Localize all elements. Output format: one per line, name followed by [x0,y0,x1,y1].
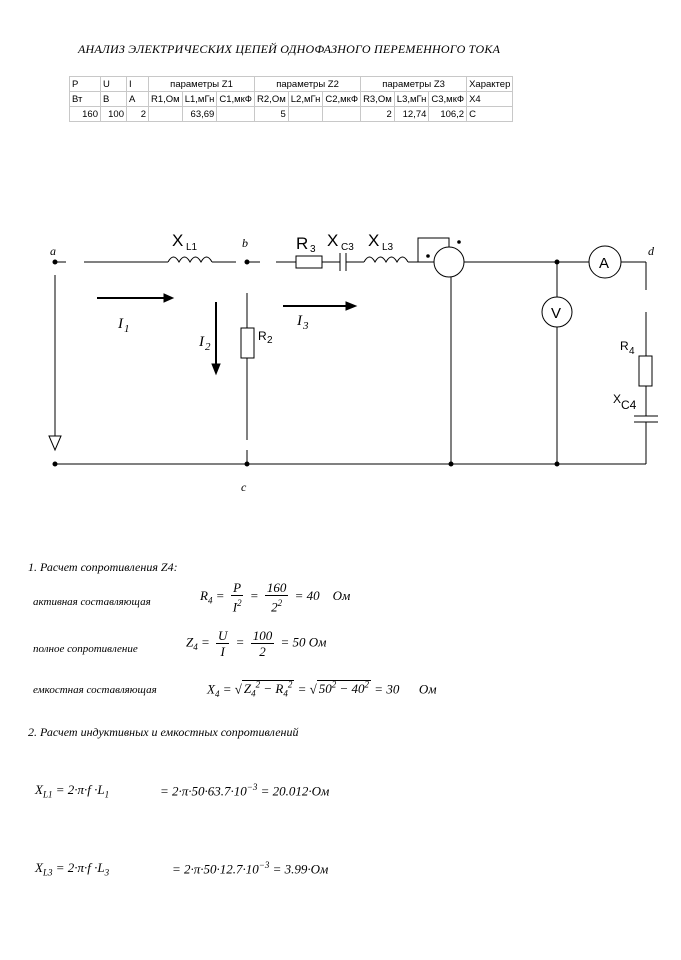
formula-symbol: X [35,860,43,875]
table-header-row-2 [70,92,513,107]
resistor-r2 [241,328,254,358]
numerator: 100 [252,628,273,643]
value-cell: 160 [70,107,101,122]
i2-label: I [199,334,204,350]
r2-label: R [258,329,267,343]
inductor-xl3 [364,257,408,262]
node-dot [555,462,559,466]
node-dot [53,462,57,466]
fraction [251,628,275,659]
document-title: АНАЛИЗ ЭЛЕКТРИЧЕСКИХ ЦЕПЕЙ ОДНОФАЗНОГО ПЕРЕМЕННОГО ТОКА [78,42,501,56]
header-cell: I [127,77,149,92]
r-sub: 4 [283,688,288,699]
formula-expression: = 2·π·f ·L [55,782,105,797]
formula-result: = 30 [374,681,400,697]
unit-cell: C2,мкФ [323,92,361,107]
numeric-a: 50 [318,681,332,697]
radicand: $Z_4^2 - R_4^2$ [243,680,293,699]
formula-result: = 40 [294,588,320,604]
node-a-dot [53,260,57,264]
header-cell: параметры Z1 [149,77,255,92]
radicand-numeric: $50^2 - 40^2$ [318,680,370,697]
formula-unit: Ом [418,681,437,697]
formula-sub: L3 [42,867,53,878]
unit-cell: C3,мкФ [429,92,467,107]
resistor-r3 [296,256,322,268]
den-sup: 2 [237,598,242,608]
value-cell: 63,69 [182,107,217,122]
r4-sub: 4 [629,346,635,357]
z-symbol: Z [243,681,252,697]
value-cell [149,107,183,122]
value-cell: 106,2 [429,107,467,122]
r3-sub: 3 [310,244,316,255]
voltmeter-label: V [551,305,562,322]
xl3-label: X [368,231,380,250]
unit-cell: L2,мГн [288,92,323,107]
xc4-sub: C4 [621,398,637,412]
fraction [216,628,229,659]
current-arrowhead-i1 [164,294,173,302]
r3-label: R [296,234,309,253]
node-a-label: a [50,244,56,258]
formula-sub: 4 [214,688,220,699]
z-sub: 4 [251,688,256,699]
unit-cell: L3,мГн [394,92,429,107]
formula-unit: Ом [332,588,351,604]
wattmeter-marker [427,255,430,258]
header-cell: параметры Z2 [255,77,361,92]
formula-result: = 50 Ом [280,634,327,650]
formula-symbol: X [35,782,43,797]
denominator [269,596,284,614]
unit-cell: R2,Ом [255,92,289,107]
formula-symbol: Z [186,634,194,650]
value-cell [323,107,361,122]
i2-sub: 2 [205,341,211,353]
xl1-calculation [160,782,329,799]
unit-cell: L1,мГн [182,92,217,107]
calc-expression: = 2·π·50·63.7·10 [160,783,247,799]
node-b-label: b [242,236,248,250]
unit-cell: А [127,92,149,107]
full-formula: $Z_4$ = $\frac{U}{I}$ = $\frac{100}{2}$ = 50 Ом [186,628,327,659]
node-d-label: d [648,244,654,258]
node-c-dot [245,462,249,466]
fraction [231,580,244,614]
calc-sup: −3 [246,782,258,792]
unit-cell: R1,Ом [149,92,183,107]
xl3-calculation [172,860,328,877]
formula-symbol: R [200,588,208,604]
unit-cell: R3,Ом [361,92,395,107]
numerator: U [218,628,228,643]
unit-cell: X4 [467,92,513,107]
r-symbol: R [275,681,284,697]
ammeter-label: A [599,255,610,272]
calc-result: = 3.99·Ом [272,861,329,877]
section1-heading: 1. Расчет сопротивления Z4: [28,560,178,574]
xc3-label: X [327,231,339,250]
inductor-xl1 [168,257,212,262]
active-formula: $R_4$ = $\frac{P}{I^2}$ = $\frac{160}{2^2}$ = 40 Ом [200,580,351,615]
wattmeter-voltage-lead [418,238,449,262]
xl1-sub: L1 [186,242,198,253]
numerator: 160 [266,580,287,595]
node-dot [449,462,453,466]
value-cell: 12,74 [394,107,429,122]
junction-dot [555,260,559,264]
wattmeter [434,247,464,277]
xc4-label: X [613,392,622,406]
formula-sub: 4 [207,595,213,606]
current-arrowhead-i3 [346,302,356,310]
value-cell: C [467,107,513,122]
cap-formula: $X_4$ = √ $Z_4^2 - R_4^2$ = √ $50^2 - 40^2 = 30$ Ом [207,680,437,699]
formula-sub: L1 [42,789,53,800]
denominator: 2 [259,644,266,659]
xl1-formula [35,782,109,800]
value-cell [217,107,255,122]
calc-expression: = 2·π·50·12.7·10 [172,861,259,877]
header-cell: U [101,77,127,92]
unit-cell: В [101,92,127,107]
den-symbol: I [232,599,238,615]
cap-label: емкостная составляющая [33,684,157,696]
resistor-r4 [639,356,652,386]
xl3-formula [35,860,109,878]
i1-sub: 1 [124,323,130,335]
r4-label: R [620,339,629,353]
i3-sub: 3 [303,320,309,332]
current-arrowhead-i2 [212,364,220,374]
value-cell: 100 [101,107,127,122]
node-c-label: c [241,480,247,494]
calc-result: = 20.012·Ом [260,783,330,799]
numerator: P [233,580,242,595]
full-label: полное сопротивление [33,643,138,655]
node-b-dot [245,260,249,264]
parameters-table [69,76,513,122]
circuit-diagram [0,200,681,500]
voltage-arrowhead [49,436,61,450]
formula-expression: = 2·π·f ·L [55,860,105,875]
denominator: I [220,644,225,659]
header-cell: параметры Z3 [361,77,467,92]
i1-label: I [118,316,123,332]
calc-sup: −3 [258,860,270,870]
value-cell: 2 [361,107,395,122]
value-cell [288,107,323,122]
den-symbol: 2 [271,599,278,615]
unit-cell: Вт [70,92,101,107]
i3-label: I [297,313,302,329]
section2-heading: 2. Расчет индуктивных и емкостных сопротивлений [28,725,299,739]
formula-sub: 4 [193,642,198,653]
xc3-sub: C3 [341,242,354,253]
xl3-sub: L3 [382,242,394,253]
table-header-row-1 [70,77,513,92]
formula-sub: 1 [104,789,110,800]
wattmeter-marker [458,241,461,244]
formula-sub: 3 [104,867,110,878]
numeric-b: 40 [351,681,365,697]
den-sup: 2 [277,598,283,608]
table-values-row [70,107,513,122]
active-label: активная составляющая [33,596,151,608]
xl1-label: X [172,231,184,250]
fraction [265,580,289,614]
denominator [231,596,244,614]
r2-sub: 2 [267,335,273,346]
unit-cell: C1,мкФ [217,92,255,107]
formula-symbol: X [207,681,215,697]
value-cell: 2 [127,107,149,122]
header-cell: P [70,77,101,92]
value-cell: 5 [255,107,289,122]
header-cell: Характер [467,77,513,92]
